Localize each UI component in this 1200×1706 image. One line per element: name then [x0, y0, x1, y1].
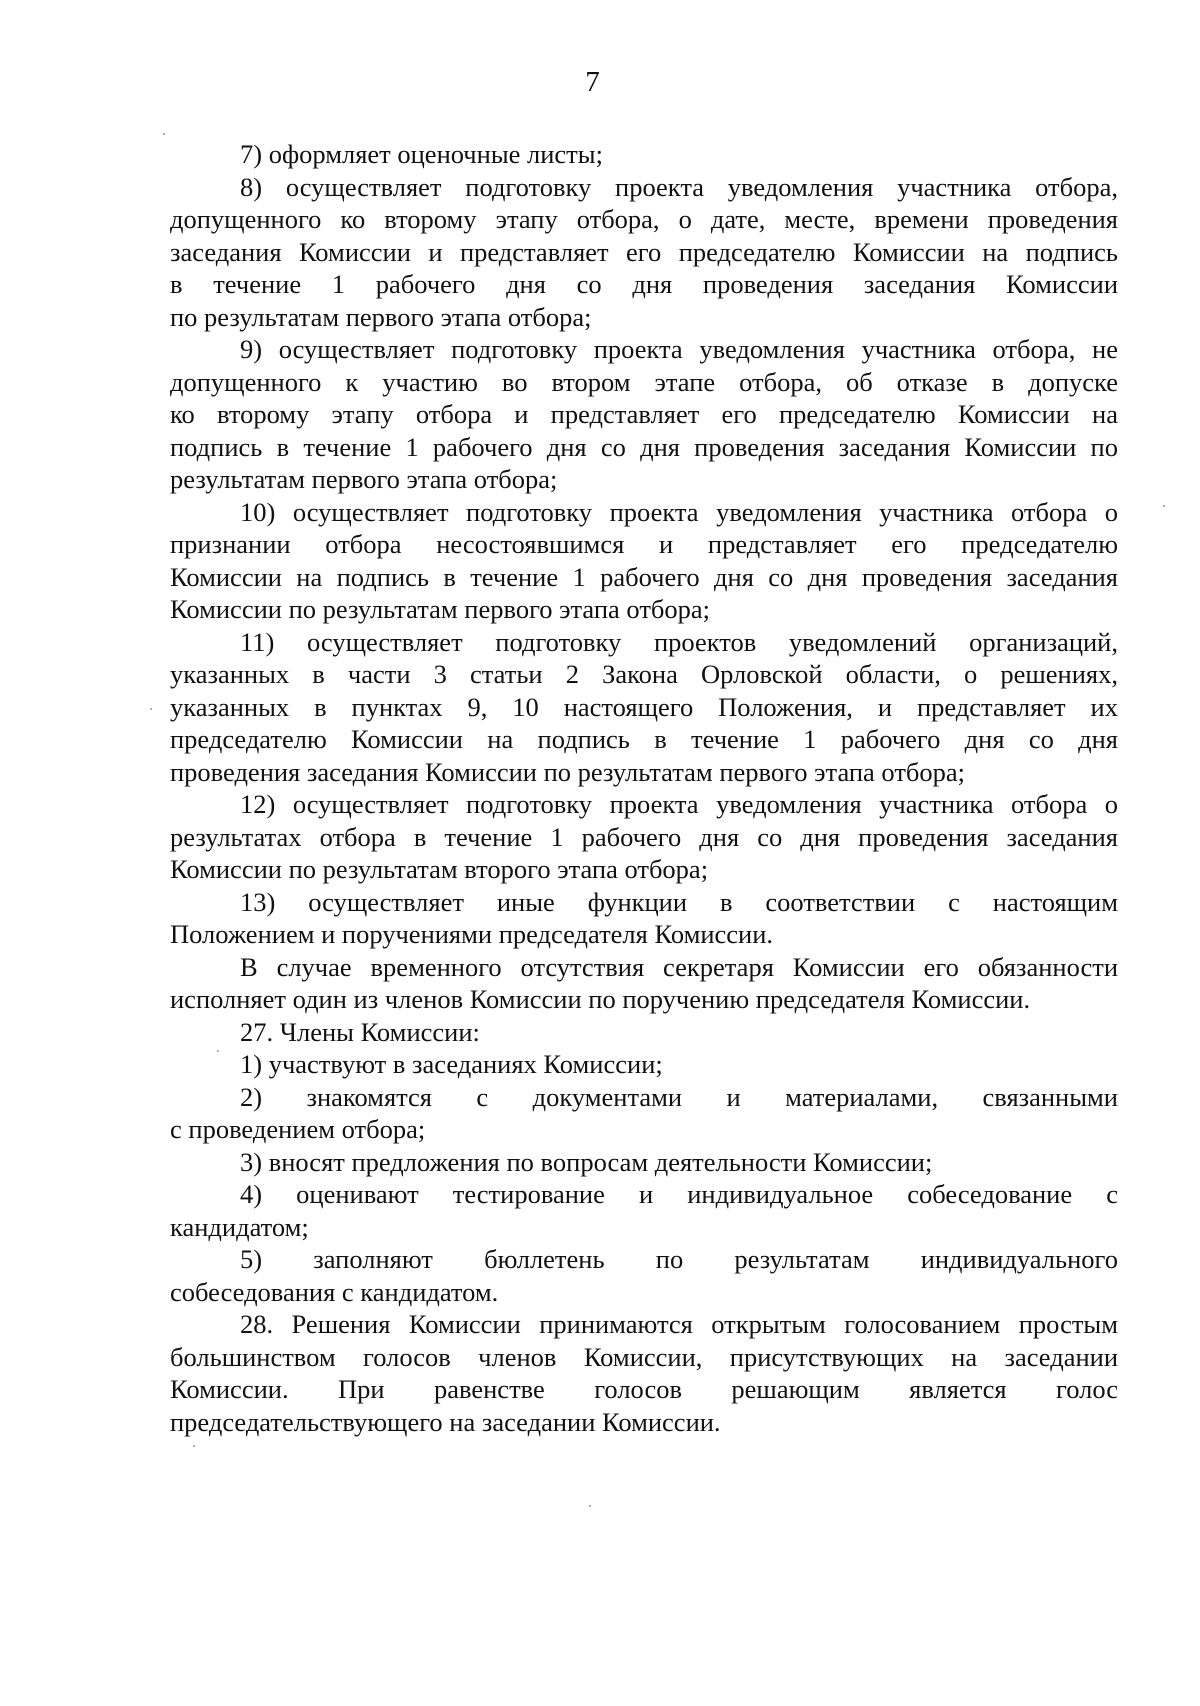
document-paragraph	[170, 138, 1118, 171]
document-paragraph	[170, 1178, 1118, 1243]
scan-speck	[163, 133, 165, 135]
text-line: Комиссии на подпись в течение 1 рабочего дня со дня проведения заседания	[170, 561, 1118, 592]
text-line: 12) осуществляет подготовку проекта уведомления участника отбора о	[240, 789, 1118, 819]
document-paragraph	[170, 1243, 1118, 1308]
text-line: Комиссии по результатам первого этапа отбора;	[170, 594, 711, 624]
text-line: председателю Комиссии на подпись в течение 1 рабочего дня со дня	[170, 724, 1118, 754]
document-body	[170, 138, 1118, 1438]
text-line: указанных в части 3 статьи 2 Закона Орловской области, о решениях,	[170, 659, 1118, 689]
text-line: указанных в пунктах 9, 10 настоящего Положения, и представляет их	[170, 691, 1118, 722]
text-line: председательствующего на заседании Комиссии.	[170, 1406, 721, 1437]
text-line: 8) осуществляет подготовку проекта уведомления участника отбора,	[240, 171, 1118, 202]
text-line: 27. Члены Комиссии:	[240, 1016, 480, 1047]
text-line: заседания Комиссии и представляет его председателю Комиссии на подпись	[170, 236, 1118, 267]
scan-speck	[589, 1505, 591, 1507]
text-line: Комиссии. При равенстве голосов решающим является голос	[170, 1374, 1118, 1404]
text-line: в течение 1 рабочего дня со дня проведения заседания Комиссии	[170, 269, 1118, 299]
text-line: 2) знакомятся с документами и материалами, связанными	[240, 1081, 1118, 1112]
text-line: Комиссии по результатам второго этапа отбора;	[170, 854, 709, 884]
scan-speck	[1163, 505, 1165, 507]
text-line: 13) осуществляет иные функции в соответствии с настоящим	[240, 886, 1118, 917]
document-paragraph	[170, 1146, 1118, 1179]
text-line: с проведением отбора;	[170, 1114, 426, 1144]
document-paragraph	[170, 171, 1118, 334]
document-paragraph	[170, 1081, 1118, 1146]
document-paragraph	[170, 788, 1118, 886]
scan-speck	[150, 708, 152, 710]
text-line: проведения заседания Комиссии по результатам первого этапа отбора;	[170, 756, 966, 787]
text-line: 3) вносят предложения по вопросам деятельности Комиссии;	[240, 1146, 933, 1177]
scan-speck	[217, 1050, 219, 1052]
document-paragraph	[170, 626, 1118, 789]
text-line: признании отбора несостоявшимся и представляет его председателю	[170, 529, 1118, 559]
text-line: 9) осуществляет подготовку проекта уведомления участника отбора, не	[240, 334, 1118, 364]
text-line: большинством голосов членов Комиссии, присутствующих на заседании	[170, 1341, 1118, 1372]
text-line: результатах отбора в течение 1 рабочего дня со дня проведения заседания	[170, 821, 1118, 852]
text-line: допущенного ко второму этапу отбора, о дате, месте, времени проведения	[170, 204, 1118, 234]
text-line: собеседования с кандидатом.	[170, 1276, 499, 1307]
text-line: 28. Решения Комиссии принимаются открытым голосованием простым	[240, 1309, 1118, 1339]
document-paragraph	[170, 886, 1118, 951]
text-line: В случае временного отсутствия секретаря Комиссии его обязанности	[240, 951, 1118, 982]
document-paragraph	[170, 951, 1118, 1016]
document-paragraph	[170, 1016, 1118, 1049]
scan-speck	[193, 1445, 195, 1447]
document-paragraph	[170, 333, 1118, 496]
text-line: кандидатом;	[170, 1211, 309, 1242]
document-paragraph	[170, 1308, 1118, 1438]
text-line: ко второму этапу отбора и представляет его председателю Комиссии на	[170, 399, 1118, 429]
text-line: 11) осуществляет подготовку проектов уведомлений организаций,	[240, 626, 1118, 657]
text-line: результатам первого этапа отбора;	[170, 464, 558, 494]
document-paragraph	[170, 496, 1118, 626]
text-line: Положением и поручениями председателя Комиссии.	[170, 919, 774, 949]
text-line: 1) участвуют в заседаниях Комиссии;	[240, 1049, 663, 1079]
text-line: 5) заполняют бюллетень по результатам индивидуального	[240, 1244, 1118, 1274]
text-line: 7) оформляет оценочные листы;	[240, 139, 603, 169]
text-line: допущенного к участию во втором этапе отбора, об отказе в допуске	[170, 366, 1118, 397]
text-line: 10) осуществляет подготовку проекта уведомления участника отбора о	[240, 496, 1118, 527]
text-line: исполняет один из членов Комиссии по поручению председателя Комиссии.	[170, 984, 1031, 1014]
text-line: 4) оценивают тестирование и индивидуальное собеседование с	[240, 1179, 1118, 1209]
text-line: по результатам первого этапа отбора;	[170, 301, 592, 332]
text-line: подпись в течение 1 рабочего дня со дня проведения заседания Комиссии по	[170, 431, 1118, 462]
document-paragraph	[170, 1048, 1118, 1081]
page-number: 7	[585, 66, 600, 98]
